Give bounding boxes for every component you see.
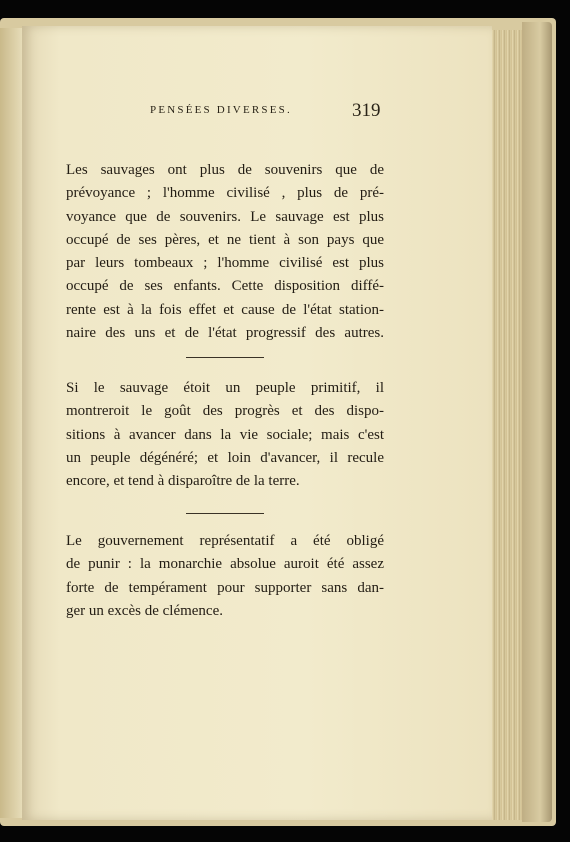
paragraph-1: [66, 159, 384, 345]
paragraph-line: forte de tempérament pour supporter sans dan-: [66, 579, 384, 596]
paragraph-line: occupé de ses enfants. Cette disposition diffé-: [66, 278, 384, 295]
paragraph-line: voyance que de souvenirs. Le sauvage est plus: [66, 208, 384, 225]
paragraph-2: [66, 377, 384, 493]
facing-page-edge: [0, 28, 22, 818]
paragraph-line: Si le sauvage étoit un peuple primitif, il: [66, 380, 384, 396]
paragraph-line: naire des uns et de l'état progressif des autres.: [66, 325, 384, 342]
paragraph-line: ger un excès de clémence.: [66, 602, 223, 619]
paragraph-line: encore, et tend à disparoître de la terre.: [66, 473, 300, 490]
paragraph-line: occupé de ses pères, et ne tient à son pays que: [66, 231, 384, 248]
paragraph-line: montreroit le goût des progrès et des dispo-: [66, 403, 384, 420]
paragraph-line: Le gouvernement représentatif a été obligé: [66, 533, 384, 549]
running-title: PENSÉES DIVERSES.: [150, 104, 292, 116]
paragraph-line: de punir : la monarchie absolue auroit été assez: [66, 556, 384, 573]
paragraph-line: prévoyance ; l'homme civilisé , plus de pré-: [66, 185, 384, 202]
paragraph-line: rente est à la fois effet et cause de l'état station-: [66, 301, 384, 318]
section-divider: [186, 513, 264, 514]
paragraph-line: sitions à avancer dans la vie sociale; mais c'est: [66, 426, 384, 443]
paragraph-line: Les sauvages ont plus de souvenirs que de: [66, 162, 384, 178]
paragraph-3: [66, 530, 384, 623]
paragraph-line: par leurs tombeaux ; l'homme civilisé est plus: [66, 255, 384, 272]
paragraph-line: un peuple dégénéré; et loin d'avancer, il recule: [66, 449, 384, 466]
section-divider: [186, 357, 264, 358]
page-number: 319: [352, 100, 381, 121]
page-header: [150, 100, 390, 130]
book-cover-edge: [522, 22, 552, 822]
